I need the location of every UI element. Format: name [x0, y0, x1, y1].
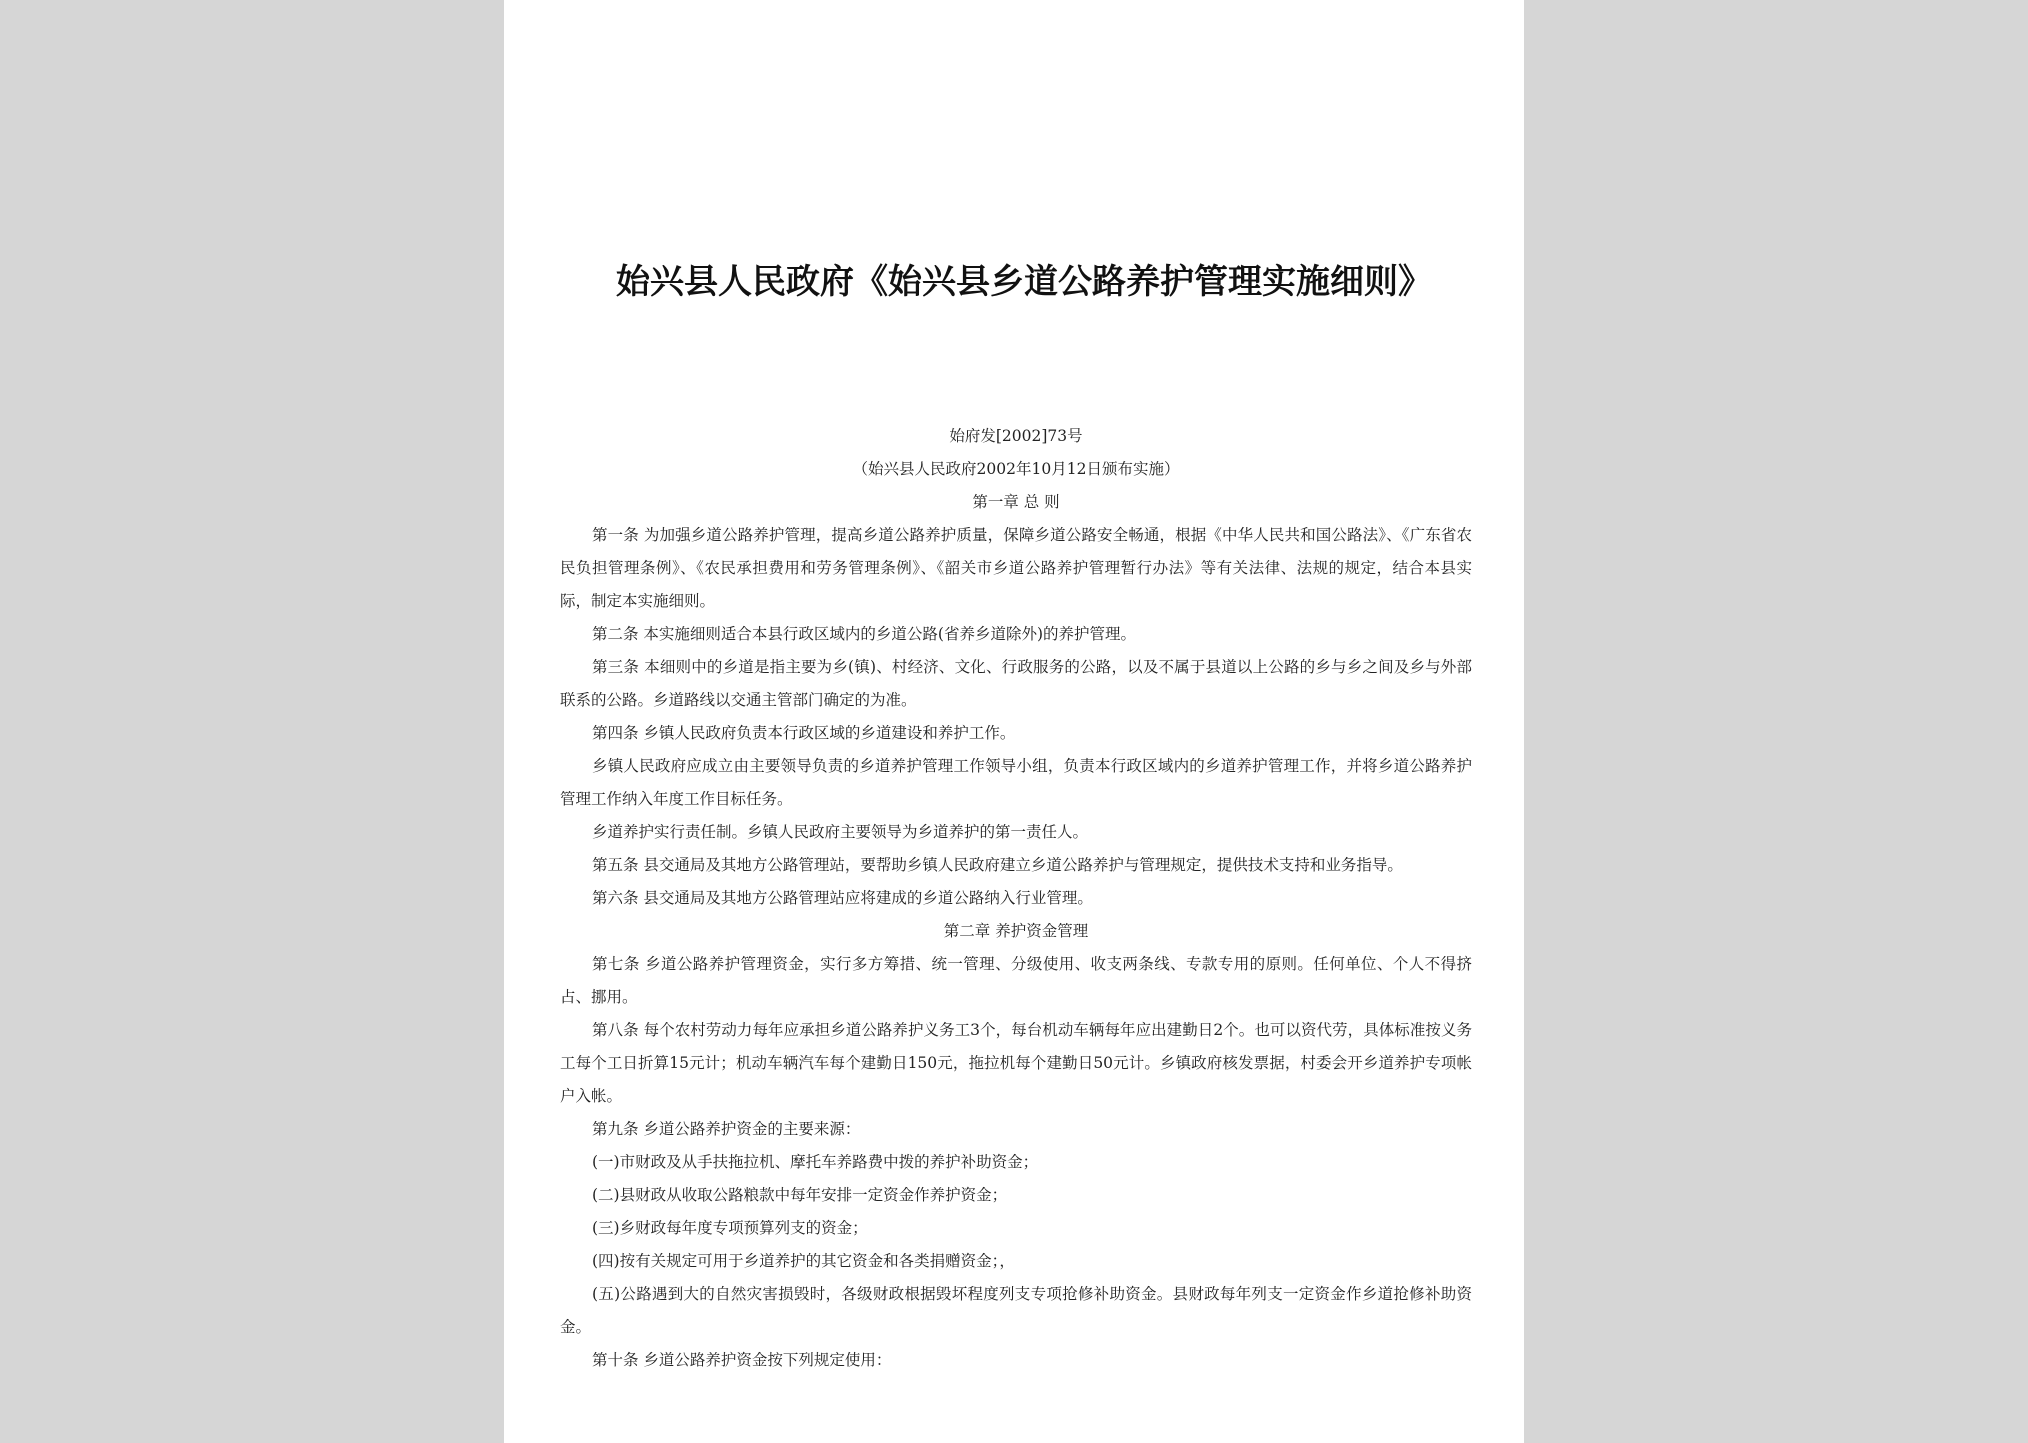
- article: 第六条 县交通局及其地方公路管理站应将建成的乡道公路纳入行业管理。: [592, 889, 1093, 907]
- list-item: (四)按有关规定可用于乡道养护的其它资金和各类捐赠资金；，: [592, 1252, 1015, 1270]
- article: 第一条 为加强乡道公路养护管理，提高乡道公路养护质量，保障乡道公路安全畅通，根据《中华人民共和国公路法》、《广东省农民负担管理条例》、《农民承担费用和劳务管理条例》、《韶关市乡道公路养护管理暂行办法》等有关法律、法规的规定，结合本县实际，制定本实施细则。: [560, 526, 1472, 610]
- article: 第八条 每个农村劳动力每年应承担乡道公路养护义务工3个，每台机动车辆每年应出建勤日2个。也可以资代劳，具体标准按义务工每个工日折算15元计；机动车辆汽车每个建勤日150元，拖拉机每个建勤日50元计。乡镇政府核发票据，村委会开乡道养护专项帐户入帐。: [560, 1021, 1472, 1105]
- list-item: (一)市财政及从手扶拖拉机、摩托车养路费中拨的养护补助资金；: [592, 1153, 1039, 1171]
- list-item: (二)县财政从收取公路粮款中每年安排一定资金作养护资金；: [592, 1186, 1008, 1204]
- list-item: (五)公路遇到大的自然灾害损毁时，各级财政根据毁坏程度列支专项抢修补助资金。县财政每年列支一定资金作乡道抢修补助资金。: [560, 1285, 1472, 1336]
- issue-info: （始兴县人民政府2002年10月12日颁布实施）: [852, 460, 1180, 478]
- chapter-heading: 第二章 养护资金管理: [943, 922, 1089, 940]
- document-page: [504, 0, 1524, 1443]
- article-paragraph: 乡道养护实行责任制。乡镇人民政府主要领导为乡道养护的第一责任人。: [592, 823, 1089, 841]
- article: 第二条 本实施细则适合本县行政区域内的乡道公路(省养乡道除外)的养护管理。: [592, 625, 1137, 643]
- article: 第四条 乡镇人民政府负责本行政区域的乡道建设和养护工作。: [592, 724, 1016, 742]
- document-body: [560, 420, 1472, 1377]
- article: 第七条 乡道公路养护管理资金，实行多方筹措、统一管理、分级使用、收支两条线、专款专用的原则。任何单位、个人不得挤占、挪用。: [560, 955, 1472, 1006]
- list-item: (三)乡财政每年度专项预算列支的资金；: [592, 1219, 868, 1237]
- article: 第三条 本细则中的乡道是指主要为乡(镇)、村经济、文化、行政服务的公路，以及不属于县道以上公路的乡与乡之间及乡与外部联系的公路。乡道路线以交通主管部门确定的为准。: [560, 658, 1472, 709]
- article: 第十条 乡道公路养护资金按下列规定使用：: [592, 1351, 892, 1369]
- doc-number: 始府发[2002]73号: [949, 427, 1083, 445]
- article: 第九条 乡道公路养护资金的主要来源：: [592, 1120, 861, 1138]
- chapter-heading: 第一章 总 则: [972, 493, 1060, 511]
- article-paragraph: 乡镇人民政府应成立由主要领导负责的乡道养护管理工作领导小组，负责本行政区域内的乡道养护管理工作，并将乡道公路养护管理工作纳入年度工作目标任务。: [560, 757, 1472, 808]
- document-title: 始兴县人民政府《始兴县乡道公路养护管理实施细则》: [616, 262, 1432, 302]
- article: 第五条 县交通局及其地方公路管理站，要帮助乡镇人民政府建立乡道公路养护与管理规定，提供技术支持和业务指导。: [592, 856, 1403, 874]
